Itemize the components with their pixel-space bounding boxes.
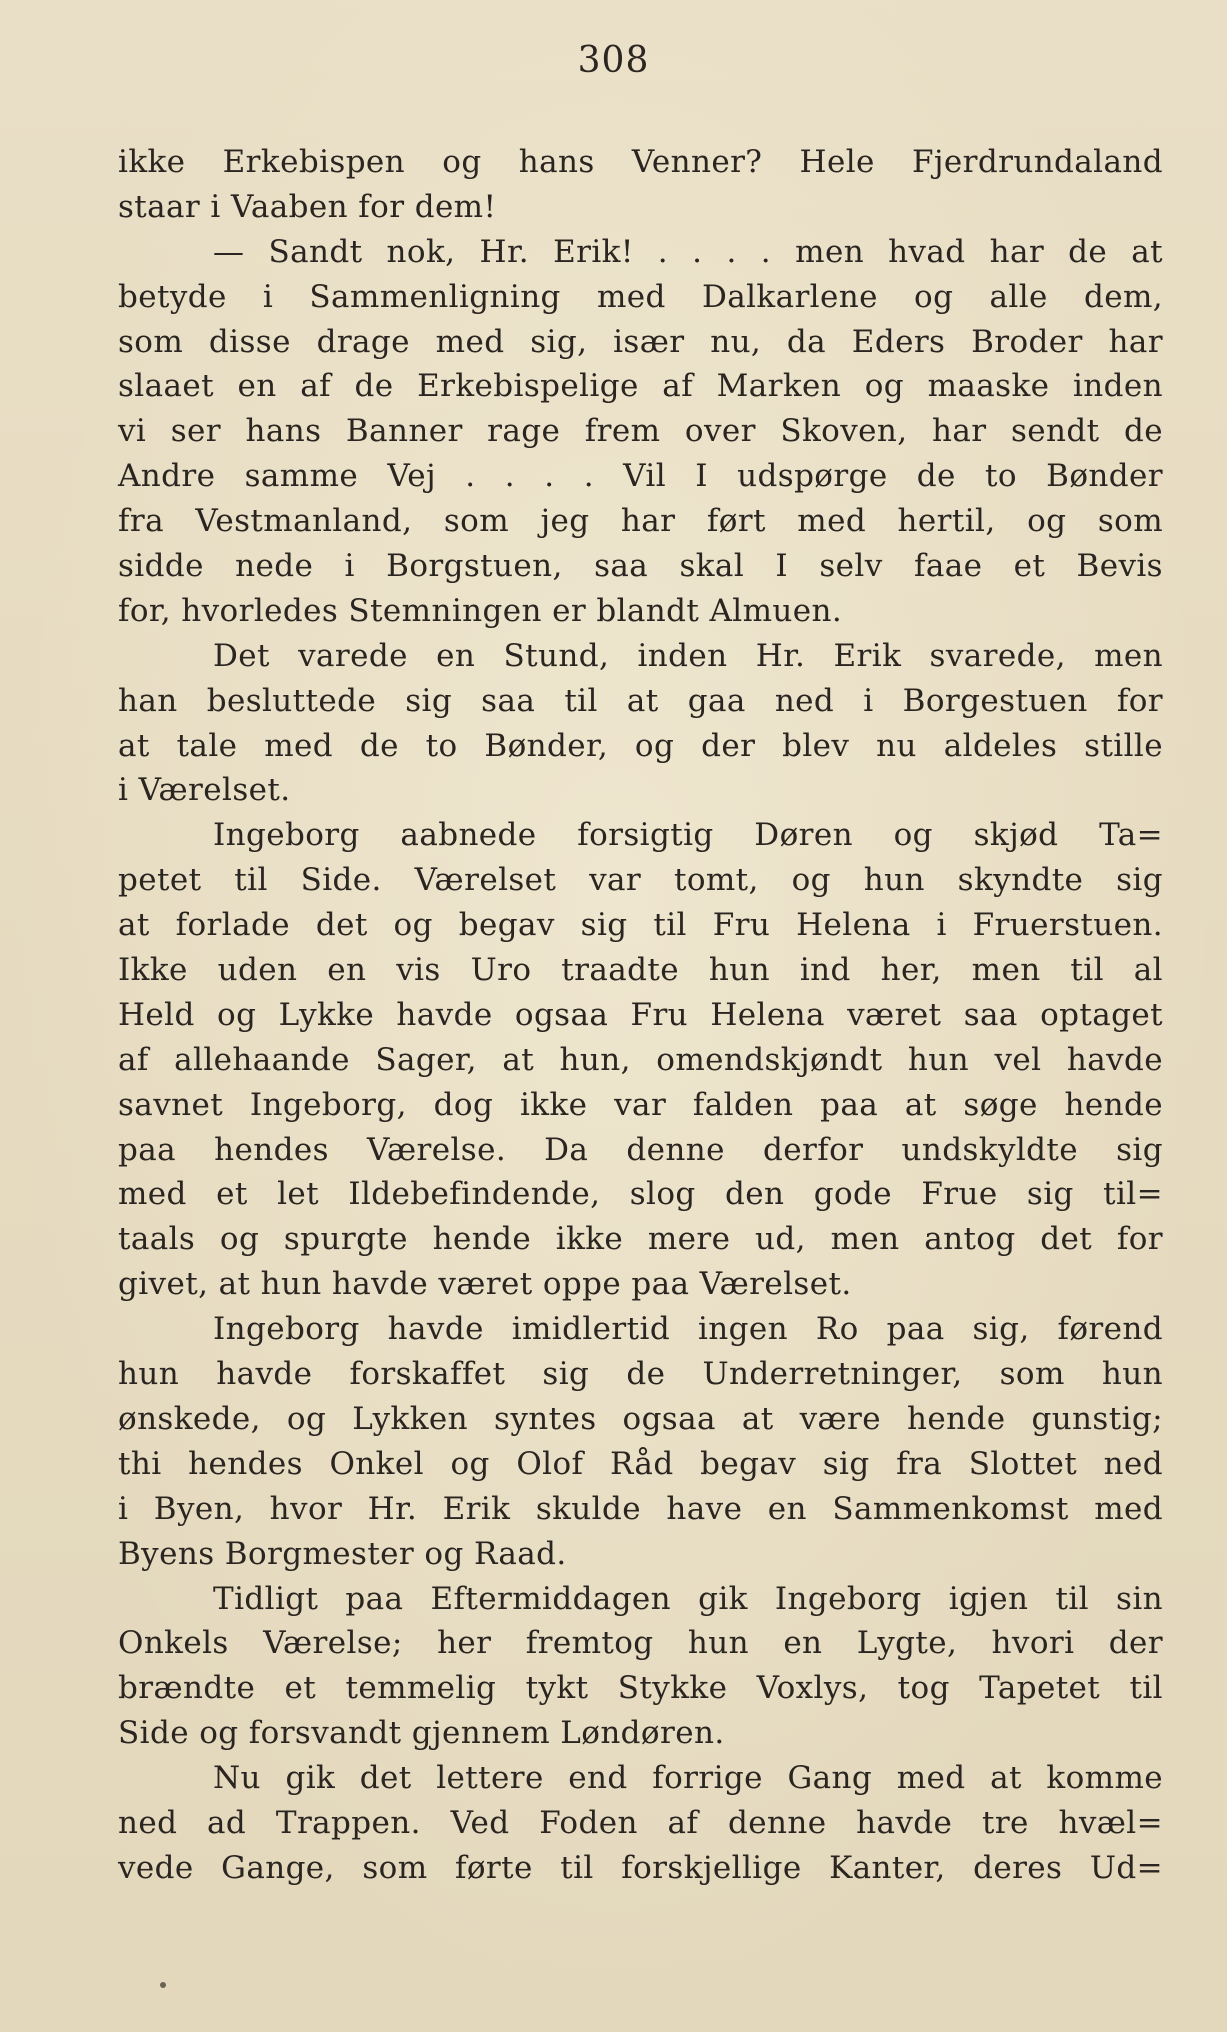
text-line: — Sandt nok, Hr. Erik! . . . . men hvad har de at [213, 233, 1163, 270]
text-line: Onkels Værelse; her fremtog hun en Lygte, hvori der [118, 1625, 1163, 1662]
text-line: han besluttede sig saa til at gaa ned i Borgestuen for [118, 682, 1163, 719]
text-line: i Værelset. [118, 772, 291, 809]
text-line: i Byen, hvor Hr. Erik skulde have en Sammenkomst med [118, 1490, 1163, 1527]
text-line: taals og spurgte hende ikke mere ud, men antog det for [118, 1221, 1163, 1258]
text-line: vede Gange, som førte til forskjellige Kanter, deres Ud= [118, 1849, 1163, 1886]
text-line: Byens Borgmester og Raad. [118, 1535, 567, 1572]
text-line: thi hendes Onkel og Olof Råd begav sig fra Slottet ned [118, 1445, 1163, 1482]
text-line: brændte et temmelig tykt Stykke Voxlys, tog Tapetet til [118, 1670, 1163, 1707]
paper-speck [160, 1982, 166, 1988]
text-line: hun havde forskaffet sig de Underretninger, som hun [118, 1356, 1163, 1393]
text-line: vi ser hans Banner rage frem over Skoven, har sendt de [118, 413, 1163, 450]
text-line: Andre samme Vej . . . . Vil I udspørge de to Bønder [118, 458, 1163, 495]
text-line: staar i Vaaben for dem! [118, 188, 497, 225]
text-line: at tale med de to Bønder, og der blev nu aldeles stille [118, 727, 1163, 764]
text-line: Side og forsvandt gjennem Løndøren. [118, 1715, 725, 1752]
text-line: savnet Ingeborg, dog ikke var falden paa at søge hende [118, 1086, 1163, 1123]
text-line: for, hvorledes Stemningen er blandt Almuen. [118, 592, 843, 629]
text-line: ned ad Trappen. Ved Foden af denne havde tre hvæl= [118, 1804, 1163, 1841]
text-line: petet til Side. Værelset var tomt, og hun skyndte sig [118, 862, 1163, 899]
text-line: Ingeborg aabnede forsigtig Døren og skjød Ta= [213, 817, 1163, 854]
text-line: Tidligt paa Eftermiddagen gik Ingeborg igjen til sin [213, 1580, 1163, 1617]
text-line: sidde nede i Borgstuen, saa skal I selv faae et Bevis [118, 548, 1163, 585]
text-line: ønskede, og Lykken syntes ogsaa at være hende gunstig; [118, 1400, 1163, 1437]
text-line: af allehaande Sager, at hun, omendskjøndt hun vel havde [118, 1041, 1163, 1078]
text-line: betyde i Sammenligning med Dalkarlene og alle dem, [118, 278, 1163, 315]
text-line: Held og Lykke havde ogsaa Fru Helena været saa optaget [118, 996, 1163, 1033]
text-line: Ingeborg havde imidlertid ingen Ro paa sig, førend [213, 1311, 1163, 1348]
text-line: paa hendes Værelse. Da denne derfor undskyldte sig [118, 1131, 1163, 1168]
text-line: fra Vestmanland, som jeg har ført med hertil, og som [118, 503, 1163, 540]
text-line: Det varede en Stund, inden Hr. Erik svarede, men [213, 637, 1163, 674]
text-line: slaaet en af de Erkebispelige af Marken og maaske inden [118, 368, 1163, 405]
text-line: Nu gik det lettere end forrige Gang med at komme [213, 1760, 1163, 1797]
text-line: at forlade det og begav sig til Fru Helena i Fruerstuen. [118, 907, 1163, 944]
text-line: som disse drage med sig, især nu, da Eders Broder har [118, 323, 1163, 360]
text-line: med et let Ildebefindende, slog den gode Frue sig til= [118, 1176, 1163, 1213]
text-line: givet, at hun havde været oppe paa Værelset. [118, 1266, 852, 1303]
page-number: 308 [577, 40, 650, 81]
body-text [118, 140, 1163, 1891]
text-line: Ikke uden en vis Uro traadte hun ind her, men til al [118, 952, 1163, 989]
text-line: ikke Erkebispen og hans Venner? Hele Fjerdrundaland [118, 144, 1163, 180]
